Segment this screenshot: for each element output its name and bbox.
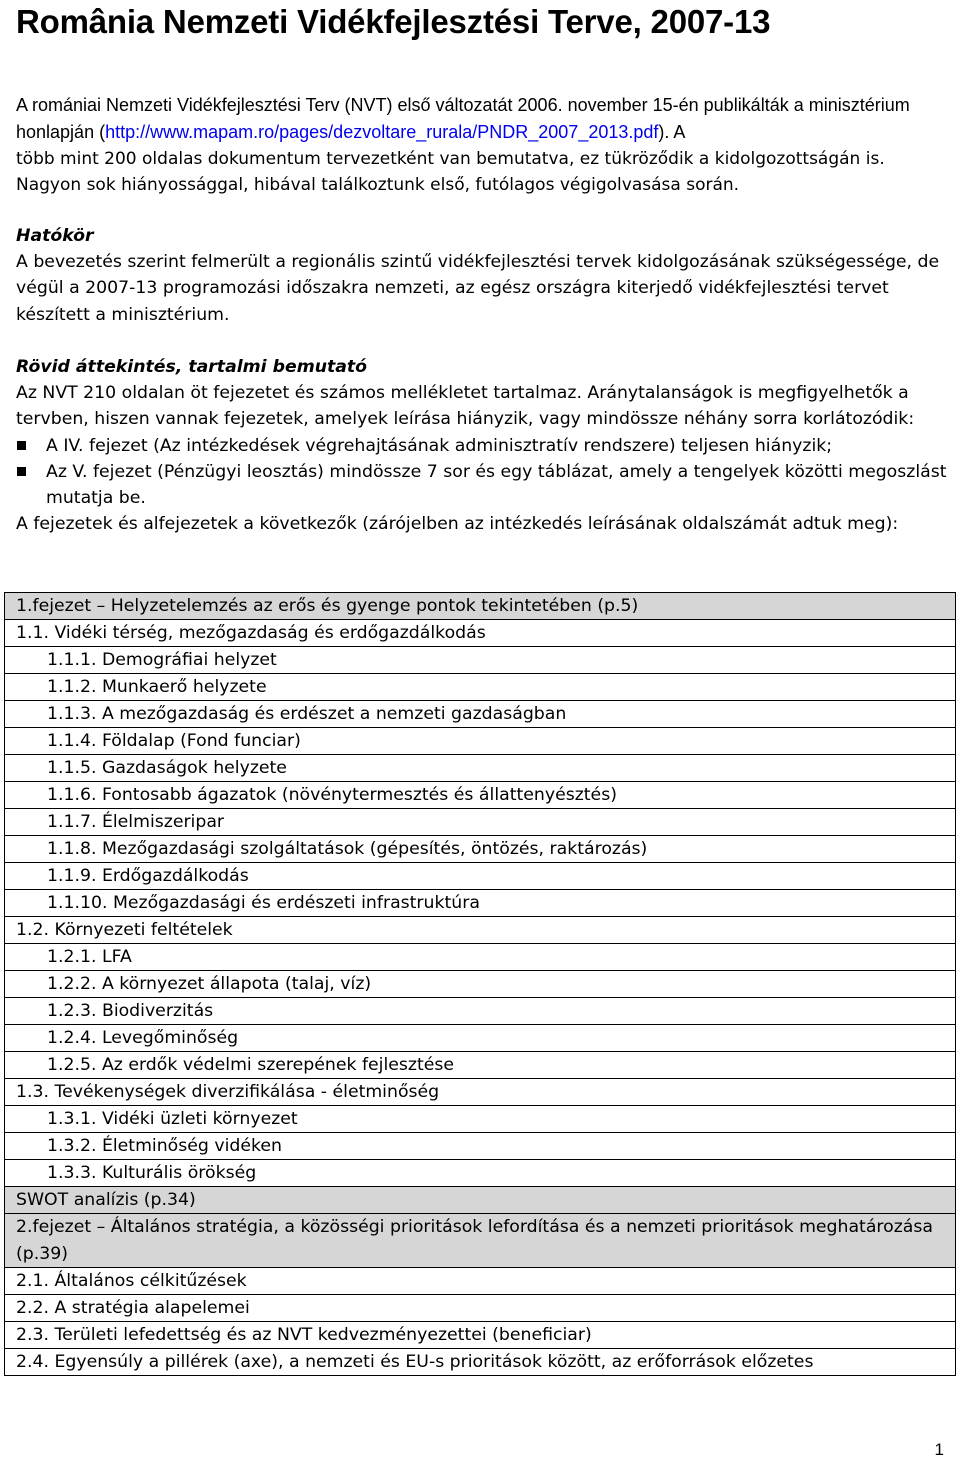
bullet-text: Az V. fejezet (Pénzügyi leosztás) mindössze 7 sor és egy táblázat, amely a tengelyek közötti megoszlást mutatja be. [46,461,947,509]
chapter-entry: 1.3. Tevékenységek diverzifikálása - életminőség [5,1079,956,1106]
table-row [5,701,956,728]
chapter-entry: 1.1. Vidéki térség, mezőgazdaság és erdőgazdálkodás [5,620,956,647]
table-row [5,1295,956,1322]
chapter-entry: 1.1.1. Demográfiai helyzet [5,647,956,674]
table-row [5,836,956,863]
table-row [5,971,956,998]
table-row [5,1133,956,1160]
chapter-entry: 1.3.2. Életminőség vidéken [5,1133,956,1160]
chapter-entry: 1.1.10. Mezőgazdasági és erdészeti infrastruktúra [5,890,956,917]
table-row [5,755,956,782]
table-row [5,1079,956,1106]
table-row [5,998,956,1025]
page-number: 1 [934,1440,944,1459]
list-item [16,459,948,511]
chapter-entry: 1.1.3. A mezőgazdaság és erdészet a nemzeti gazdaságban [5,701,956,728]
square-bullet-icon [17,467,26,476]
chapter-entry: 1.2. Környezeti feltételek [5,917,956,944]
table-row [5,620,956,647]
table-row [5,1187,956,1214]
table-row [5,890,956,917]
chapter-entry: 2.2. A stratégia alapelemei [5,1295,956,1322]
intro-text-1: A romániai Nemzeti Vidékfejlesztési Terv (NVT) első változatát 2006. november 15-én publikálták a minisztérium honlapján ( [16,95,910,142]
overview-bullet-list [16,433,948,512]
chapter-entry: 1.1.5. Gazdaságok helyzete [5,755,956,782]
table-row [5,1268,956,1295]
chapter-entry: 1.1.9. Erdőgazdálkodás [5,863,956,890]
table-row [5,1025,956,1052]
chapter-entry: 1.fejezet – Helyzetelemzés az erős és gyenge pontok tekintetében (p.5) [5,593,956,620]
overview-section [16,354,948,537]
table-row [5,1214,956,1268]
chapter-entry: 2.fejezet – Általános stratégia, a közösségi prioritások lefordítása és a nemzeti prioritások meghatározása (p.39) [5,1214,956,1268]
table-row [5,674,956,701]
ministry-pdf-link[interactable]: http://www.mapam.ro/pages/dezvoltare_rurala/PNDR_2007_2013.pdf [105,122,659,142]
chapters-intro: A fejezetek és alfejezetek a következők (zárójelben az intézkedés leírásának oldalszámát adtuk meg): [16,514,899,535]
chapter-entry: 1.2.1. LFA [5,944,956,971]
chapter-entry: 1.1.4. Földalap (Fond funciar) [5,728,956,755]
table-row [5,728,956,755]
chapter-entry: 1.2.3. Biodiverzitás [5,998,956,1025]
table-row [5,863,956,890]
chapter-entry: 1.2.4. Levegőminőség [5,1025,956,1052]
chapter-entry: 1.1.8. Mezőgazdasági szolgáltatások (gépesítés, öntözés, raktározás) [5,836,956,863]
chapter-entry: 1.1.2. Munkaerő helyzete [5,674,956,701]
chapter-entry: 1.1.6. Fontosabb ágazatok (növénytermesztés és állattenyésztés) [5,782,956,809]
chapter-entry: 1.3.1. Vidéki üzleti környezet [5,1106,956,1133]
table-row [5,1052,956,1079]
chapter-table [4,592,956,1376]
chapter-entry: 2.3. Területi lefedettség és az NVT kedvezményezettei (beneficiar) [5,1322,956,1349]
intro-paragraph [16,92,946,198]
table-row [5,647,956,674]
scope-text: A bevezetés szerint felmerült a regionális szintű vidékfejlesztési tervek kidolgozásának szükségessége, de végül a 2007-13 programozási időszakra nemzeti, az egész országra kiterjedő vidékfejlesztési tervet készített a minisztérium. [16,252,940,325]
table-row [5,1106,956,1133]
chapter-entry: SWOT analízis (p.34) [5,1187,956,1214]
table-row [5,782,956,809]
overview-heading: Rövid áttekintés, tartalmi bemutató [16,357,368,377]
document-title: România Nemzeti Vidékfejlesztési Terve, 2007-13 [16,3,771,40]
list-item [16,433,948,459]
table-row [5,809,956,836]
intro-text-2: ). A [658,122,686,142]
chapter-entry: 2.1. Általános célkitűzések [5,1268,956,1295]
chapter-entry: 1.1.7. Élelmiszeripar [5,809,956,836]
intro-text-4: Nagyon sok hiányossággal, hibával találkoztunk első, futólagos végigolvasása során. [16,175,740,195]
square-bullet-icon [17,441,26,450]
overview-text: Az NVT 210 oldalan öt fejezetet és számos mellékletet tartalmaz. Aránytalanságok is megfigyelhetők a tervben, hiszen vannak fejezetek, amelyek leírása hiányzik, vagy mindössze néhány sorra korlátozódik: [16,383,915,430]
chapter-entry: 1.3.3. Kulturális örökség [5,1160,956,1187]
table-row [5,1322,956,1349]
table-row [5,917,956,944]
chapter-entry: 1.2.5. Az erdők védelmi szerepének fejlesztése [5,1052,956,1079]
table-row [5,1160,956,1187]
chapter-entry: 1.2.2. A környezet állapota (talaj, víz) [5,971,956,998]
scope-heading: Hatókör [16,226,94,246]
chapter-entry: 2.4. Egyensúly a pillérek (axe), a nemzeti és EU-s prioritások között, az erőforrások előzetes [5,1349,956,1376]
table-row [5,1349,956,1376]
table-row [5,593,956,620]
table-row [5,944,956,971]
intro-text-3: több mint 200 oldalas dokumentum tervezetként van bemutatva, ez tükröződik a kidolgozottságán is. [16,149,885,169]
scope-section [16,223,948,328]
bullet-text: A IV. fejezet (Az intézkedések végrehajtásának adminisztratív rendszere) teljesen hiányzik; [46,435,833,456]
